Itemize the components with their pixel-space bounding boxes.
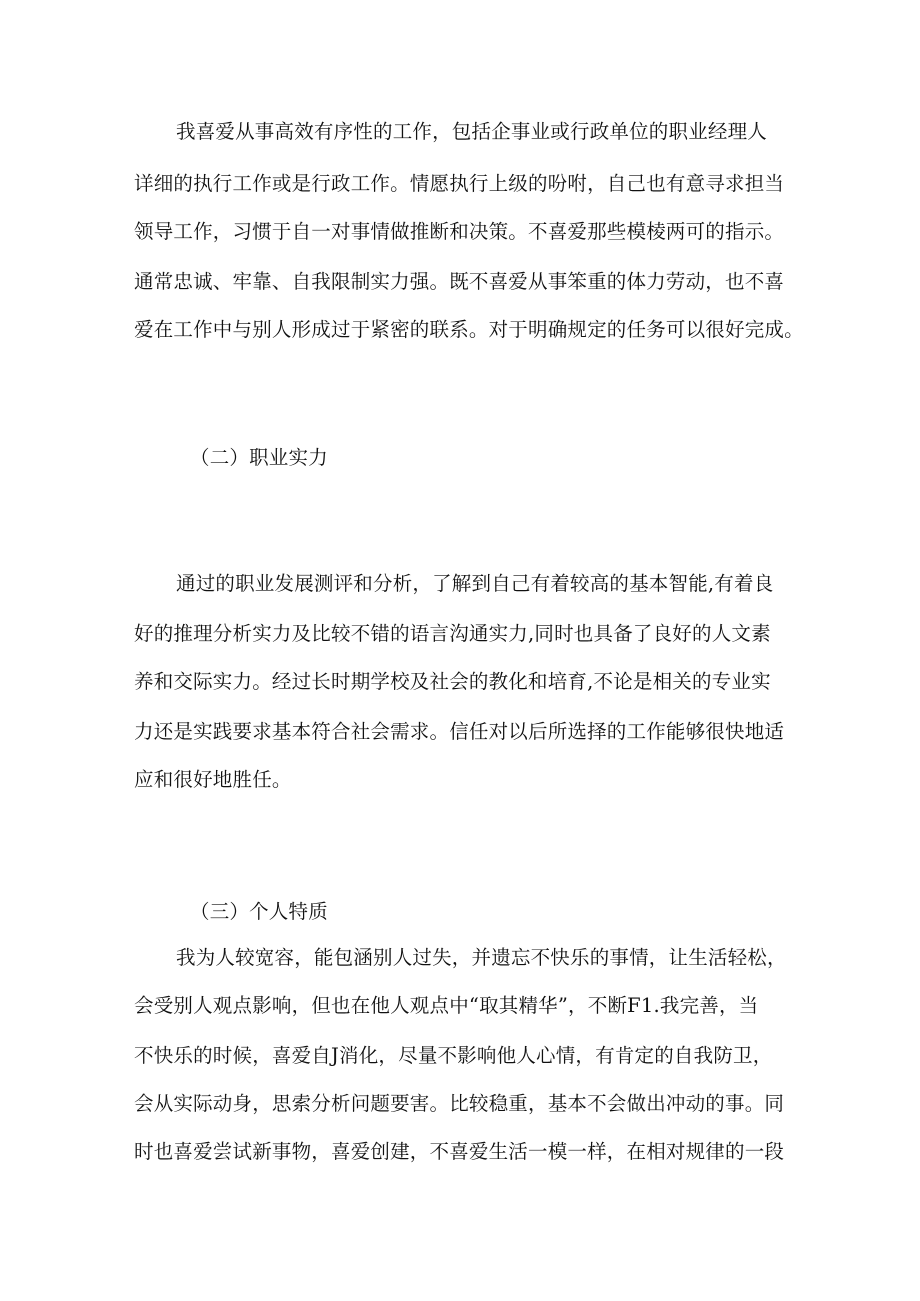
paragraph-line: 通过的职业发展测评和分析，了解到自己有着较高的基本智能,有着良 (176, 572, 774, 595)
paragraph-line: 会受别人观点影响，但也在他人观点中“取其精华”，不断F1.我完善，当 (134, 994, 759, 1017)
paragraph-line: 力还是实践要求基本符合社会需求。信任对以后所选择的工作能够很快地适 (134, 720, 785, 743)
section-heading-personal-traits: （三）个人特质 (190, 900, 328, 923)
paragraph-line: 会从实际动身，思索分析问题要害。比较稳重，基本不会做出冲动的事。同 (134, 1092, 785, 1115)
paragraph-line: 通常忠诚、牢靠、自我限制实力强。既不喜爱从事笨重的体力劳动，也不喜 (134, 270, 785, 293)
paragraph-line: 详细的执行工作或是行政工作。情愿执行上级的吩咐，自己也有意寻求担当 (134, 172, 785, 195)
paragraph-line: 爱在工作中与别人形成过于紧密的联系。对于明确规定的任务可以很好完成。 (134, 318, 804, 341)
paragraph-line: 时也喜爱尝试新事物，喜爱创建，不喜爱生活一模一样，在相对规律的一段 (134, 1140, 785, 1163)
paragraph-line: 我为人较宽容，能包涵别人过失，并遗忘不快乐的事情，让生活轻松， (176, 946, 787, 969)
paragraph-line: 养和交际实力。经过长时期学校及社会的教化和培育,不论是相关的专业实 (134, 670, 771, 693)
paragraph-line: 好的推理分析实力及比较不错的语言沟通实力,同时也具备了良好的人文素 (134, 622, 771, 645)
paragraph-line: 不快乐的时候，喜爱自J消化，尽量不影响他人心情，有肯定的自我防卫， (134, 1044, 773, 1067)
paragraph-line: 我喜爱从事高效有序性的工作，包括企事业或行政单位的职业经理人 (176, 120, 768, 143)
paragraph-line: 应和很好地胜任。 (134, 768, 292, 791)
section-heading-career-ability: （二）职业实力 (190, 446, 328, 469)
paragraph-line: 领导工作，习惯于自一对事情做推断和决策。不喜爱那些模棱两可的指示。 (134, 220, 785, 243)
